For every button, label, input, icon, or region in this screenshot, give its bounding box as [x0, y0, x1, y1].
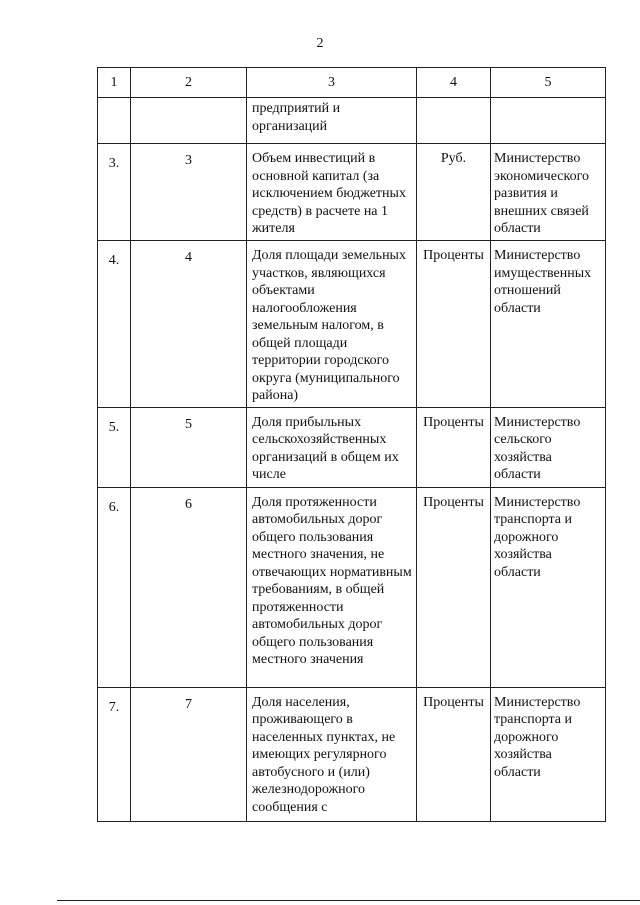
- responsible-cell: Министерство транспорта и дорожного хозяйства области: [491, 487, 606, 687]
- unit-cell: Проценты: [417, 407, 491, 487]
- indicator-index-cell: 7: [131, 687, 247, 821]
- table-header-row: [98, 68, 606, 98]
- indicator-index-cell: 3: [131, 144, 247, 241]
- indicator-index-cell: 4: [131, 241, 247, 408]
- indicators-table: [97, 67, 606, 822]
- table-row: [98, 144, 606, 241]
- page-number: 2: [316, 36, 324, 51]
- table-row: [98, 687, 606, 821]
- indicator-index-cell: 5: [131, 407, 247, 487]
- unit-cell: Руб.: [417, 144, 491, 241]
- row-number-cell: 6.: [98, 487, 131, 687]
- indicator-index-cell: 6: [131, 487, 247, 687]
- unit-cell: Проценты: [417, 687, 491, 821]
- responsible-cell: Министерство имущественных отношений области: [491, 241, 606, 408]
- table-row: [98, 98, 606, 144]
- indicator-description-cell: Доля площади земельных участков, являющихся объектами налогообложения земельным налогом, в общей площади территории городского округа (муниципального района): [247, 241, 417, 408]
- unit-cell: Проценты: [417, 241, 491, 408]
- header-cell-4: 4: [417, 68, 491, 98]
- table-row: [98, 407, 606, 487]
- page-bottom-rule: [57, 900, 640, 901]
- responsible-cell: Министерство сельского хозяйства области: [491, 407, 606, 487]
- row-number-cell: 7.: [98, 687, 131, 821]
- header-cell-1: 1: [98, 68, 131, 98]
- table-row: [98, 241, 606, 408]
- header-cell-2: 2: [131, 68, 247, 98]
- indicator-description-cell: Доля протяженности автомобильных дорог общего пользования местного значения, не отвечающих нормативным требованиям, в общей протяженности автомобильных дорог общего пользования местного значения: [247, 487, 417, 687]
- row-number-cell: [98, 98, 131, 144]
- indicator-description-cell: Объем инвестиций в основной капитал (за исключением бюджетных средств) в расчете на 1 жителя: [247, 144, 417, 241]
- indicator-description-cell: предприятий и организаций: [247, 98, 417, 144]
- indicator-description-cell: Доля населения, проживающего в населенных пунктах, не имеющих регулярного автобусного и (или) железнодорожного сообщения с: [247, 687, 417, 821]
- table-row: [98, 487, 606, 687]
- header-cell-5: 5: [491, 68, 606, 98]
- row-number-cell: 3.: [98, 144, 131, 241]
- indicator-index-cell: [131, 98, 247, 144]
- row-number-cell: 5.: [98, 407, 131, 487]
- header-cell-3: 3: [247, 68, 417, 98]
- unit-cell: [417, 98, 491, 144]
- indicator-description-cell: Доля прибыльных сельскохозяйственных организаций в общем их числе: [247, 407, 417, 487]
- responsible-cell: [491, 98, 606, 144]
- row-number-cell: 4.: [98, 241, 131, 408]
- responsible-cell: Министерство экономического развития и внешних связей области: [491, 144, 606, 241]
- unit-cell: Проценты: [417, 487, 491, 687]
- responsible-cell: Министерство транспорта и дорожного хозяйства области: [491, 687, 606, 821]
